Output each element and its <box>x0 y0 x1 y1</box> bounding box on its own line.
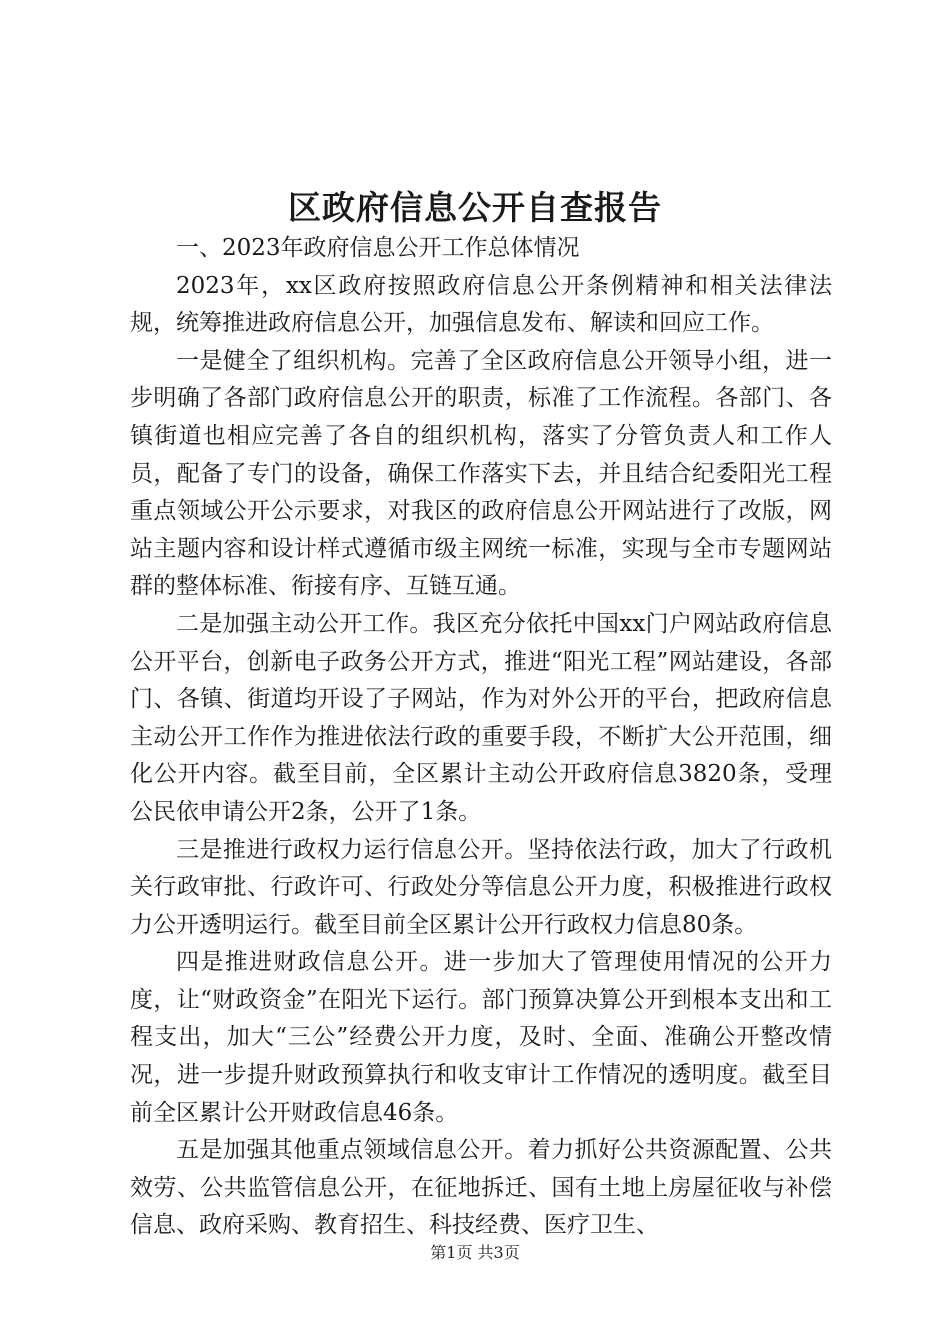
paragraph-fiscal-info: 四是推进财政信息公开。进一步加大了管理使用情况的公开力度，让“财政资金”在阳光下运行。部门预算决算公开到根本支出和工程支出，加大“三公”经费公开力度，及时、全面、准确公开整改情况，进一步提升财政预算执行和收支审计工作情况的透明度。截至目前全区累计公开财政信息46条。 <box>130 949 832 1126</box>
document-body <box>130 230 832 1245</box>
paragraph-administrative-power: 三是推进行政权力运行信息公开。坚持依法行政，加大了行政机关行政审批、行政许可、行政处分等信息公开力度，积极推进行政权力公开透明运行。截至目前全区累计公开行政权力信息80条。 <box>130 836 832 938</box>
page-number-footer: 第1页 共3页 <box>430 1243 520 1262</box>
section-heading: 一、2023年政府信息公开工作总体情况 <box>176 235 580 261</box>
paragraph-active-disclosure: 二是加强主动公开工作。我区充分依托中国xx门户网站政府信息公开平台，创新电子政务公开方式，推进“阳光工程”网站建设，各部门、各镇、街道均开设了子网站，作为对外公开的平台，把政府信息主动公开工作作为推进依法行政的重要手段，不断扩大公开范围，细化公开内容。截至目前，全区累计主动公开政府信息3820条，受理公民依申请公开2条，公开了1条。 <box>130 610 832 825</box>
paragraph-organization: 一是健全了组织机构。完善了全区政府信息公开领导小组，进一步明确了各部门政府信息公开的职责，标准了工作流程。各部门、各镇街道也相应完善了各自的组织机构，落实了分管负责人和工作人员，配备了专门的设备，确保工作落实下去，并且结合纪委阳光工程重点领域公开公示要求，对我区的政府信息公开网站进行了改版，网站主题内容和设计样式遵循市级主网统一标准，实现与全市专题网站群的整体标准、衔接有序、互链互通。 <box>130 347 832 600</box>
document-title: 区政府信息公开自查报告 <box>288 188 662 227</box>
paragraph-key-areas: 五是加强其他重点领域信息公开。着力抓好公共资源配置、公共效劳、公共监管信息公开，在征地拆迁、国有土地上房屋征收与补偿信息、政府采购、教育招生、科技经费、医疗卫生、 <box>130 1137 832 1239</box>
paragraph-overview: 2023年，xx区政府按照政府信息公开条例精神和相关法律法规，统筹推进政府信息公开，加强信息发布、解读和回应工作。 <box>130 272 832 337</box>
